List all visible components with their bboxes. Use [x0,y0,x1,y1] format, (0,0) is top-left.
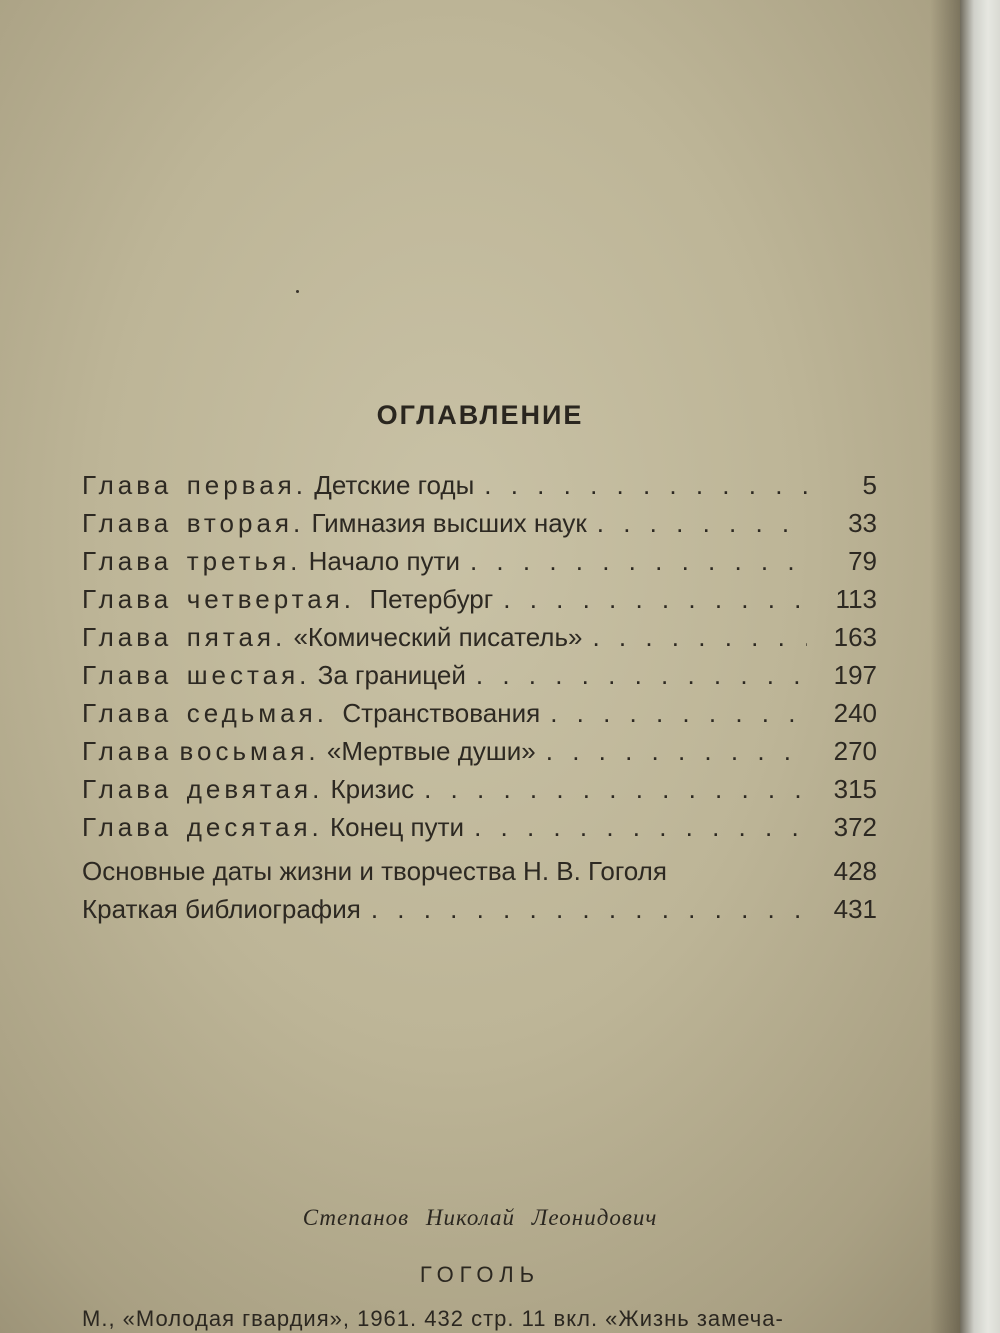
toc-entry [82,698,877,736]
toc-entry [82,812,877,850]
leader-dots [484,470,807,501]
toc-page-number: 372 [833,812,877,842]
toc-appendix-entry [82,894,877,932]
leader-dots [474,812,807,843]
toc-page-number: 5 [862,470,877,500]
toc-appendix-entry [82,856,877,894]
leader-dots [546,736,807,767]
toc-entry-label: Глава шестая. За границей [82,660,466,690]
toc-page-number: 113 [835,584,877,614]
leader-dots [476,660,807,691]
toc-page-number: 270 [833,736,877,766]
toc-page-number: 79 [848,546,877,576]
leader-dots [470,546,807,577]
toc-entry-label: Глава пятая. «Комический писатель» [82,622,583,652]
leader-dots [424,774,807,805]
author-name: Степанов Николай Леонидович [302,1205,658,1230]
toc-entry-label: Краткая библиография [82,894,361,924]
toc-page-number: 431 [833,894,877,924]
toc-entry [82,584,877,622]
toc-page-number: 197 [833,660,877,690]
toc-entry [82,470,877,508]
toc-entry-label: Глава вторая. Гимназия высших наук [82,508,587,538]
toc-entry-label: Глава третья. Начало пути [82,546,460,576]
toc-title: ОГЛАВЛЕНИЕ [376,400,584,430]
leader-dots [503,584,807,615]
toc-entry-label: Глава первая. Детские годы [82,470,475,500]
leader-dots [371,894,807,925]
next-page-edge [960,0,1000,1333]
leader-dots [597,508,807,539]
toc-entry [82,508,877,546]
toc-entry-label: Глава седьмая. Странствования [82,698,541,728]
toc-entry-label: Основные даты жизни и творчества Н. В. Гоголя [82,856,667,886]
toc-list [82,470,877,932]
book-title: ГОГОЛЬ [419,1262,541,1287]
toc-entry [82,660,877,698]
imprint-line: М., «Молодая гвардия», 1961. 432 стр. 11 вкл. «Жизнь замеча- [82,1306,784,1331]
toc-page-number: 428 [833,856,877,886]
toc-entry-label: Глава четвертая. Петербург [82,584,494,614]
toc-entry-label: Глава девятая. Кризис [82,774,415,804]
toc-page-number: 240 [833,698,877,728]
toc-page-number: 163 [833,622,877,652]
toc-entry-label: Глава десятая. Конец пути [82,812,465,842]
toc-entry-label: Глава восьмая. «Мертвые души» [82,736,536,766]
toc-page-number: 315 [833,774,877,804]
toc-page-number: 33 [848,508,877,538]
leader-dots [592,622,807,653]
toc-entry [82,774,877,812]
leader-dots [550,698,807,729]
toc-entry [82,622,877,660]
toc-entry [82,546,877,584]
toc-entry [82,736,877,774]
